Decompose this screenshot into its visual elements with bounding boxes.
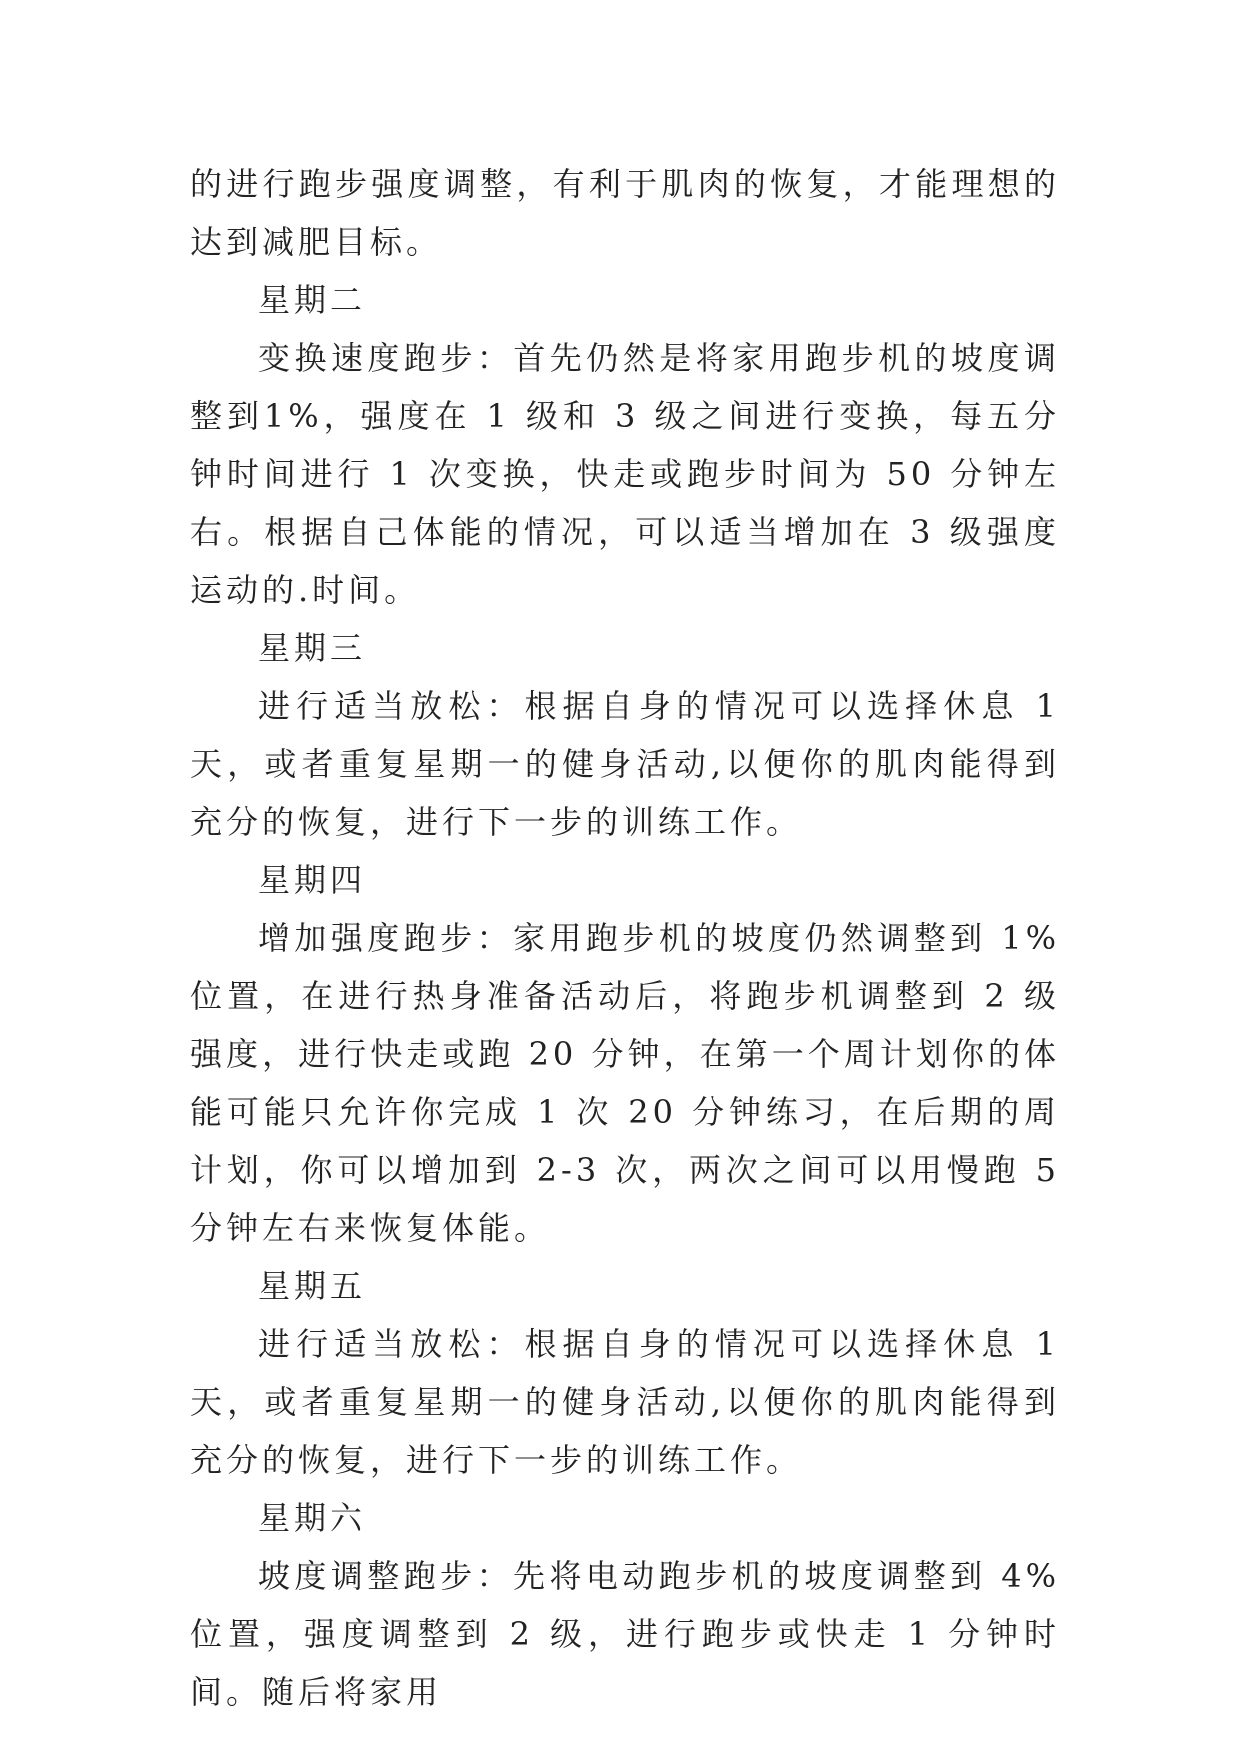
paragraph-friday: 进行适当放松：根据自身的情况可以选择休息 1 天，或者重复星期一的健身活动,以便你的肌肉能得到充分的恢复，进行下一步的训练工作。	[190, 1325, 1060, 1479]
paragraph-tuesday: 变换速度跑步：首先仍然是将家用跑步机的坡度调整到1%，强度在 1 级和 3 级之间进行变换，每五分钟时间进行 1 次变换，快走或跑步时间为 50 分钟左右。根据自己体能的情况，可以适当增加在 3 级强度运动的.时间。	[190, 339, 1060, 609]
paragraph-continuation: 的进行跑步强度调整，有利于肌肉的恢复，才能理想的达到减肥目标。	[190, 165, 1060, 261]
heading-thursday: 星期四	[258, 861, 367, 899]
heading-saturday: 星期六	[258, 1499, 367, 1537]
paragraph-wednesday: 进行适当放松：根据自身的情况可以选择休息 1 天，或者重复星期一的健身活动,以便你的肌肉能得到充分的恢复，进行下一步的训练工作。	[190, 687, 1060, 841]
heading-tuesday: 星期二	[258, 281, 367, 319]
paragraph-thursday: 增加强度跑步：家用跑步机的坡度仍然调整到 1%位置，在进行热身准备活动后，将跑步机调整到 2 级强度，进行快走或跑 20 分钟，在第一个周计划你的体能可能只允许你完成 1 次 20 分钟练习，在后期的周计划，你可以增加到 2-3 次，两次之间可以用慢跑 5 分钟左右来恢复体能。	[190, 919, 1060, 1247]
paragraph-saturday: 坡度调整跑步：先将电动跑步机的坡度调整到 4%位置，强度调整到 2 级，进行跑步或快走 1 分钟时间。随后将家用	[190, 1557, 1060, 1711]
heading-friday: 星期五	[258, 1267, 367, 1305]
heading-wednesday: 星期三	[258, 629, 367, 667]
document-body	[190, 155, 1060, 1721]
